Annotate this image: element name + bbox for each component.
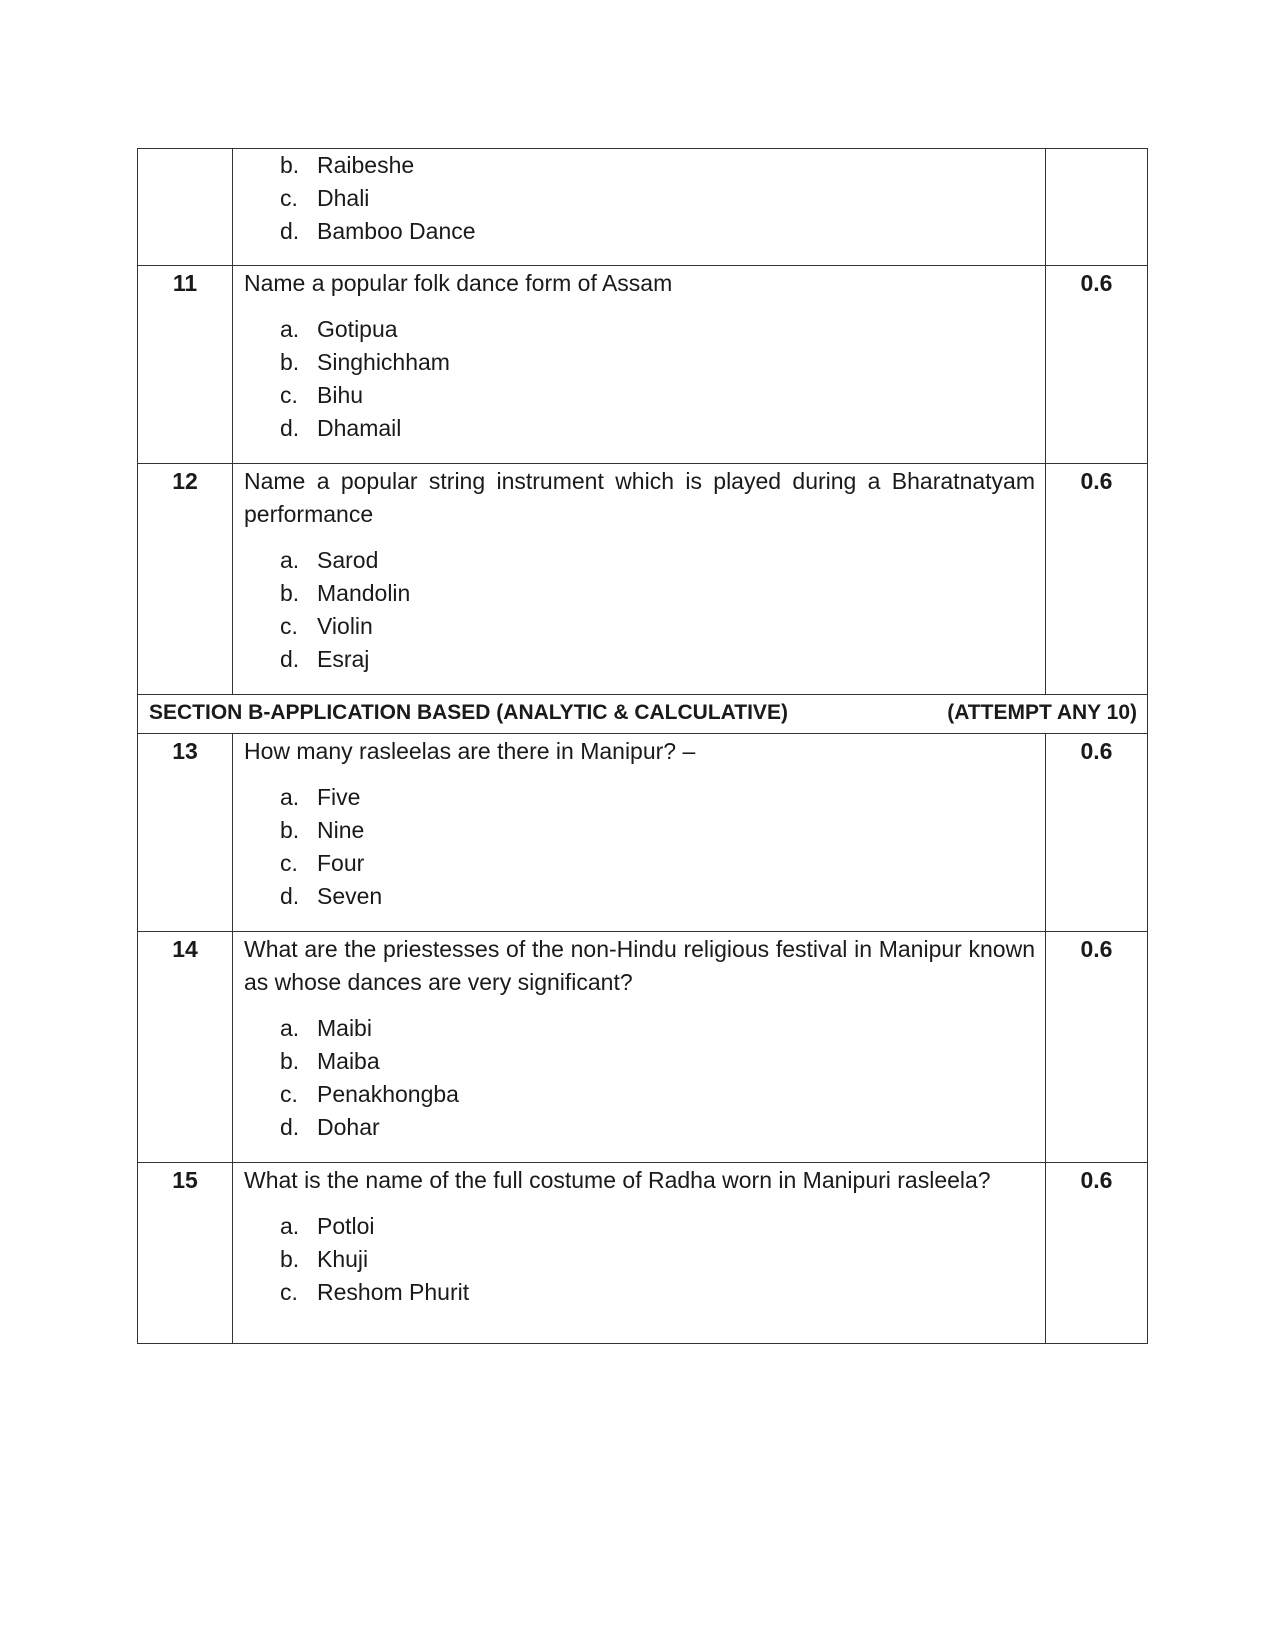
option-text: Singhichham <box>317 349 450 375</box>
question-number: 14 <box>138 932 233 1163</box>
question-marks: 0.6 <box>1046 1163 1148 1344</box>
options-list <box>244 149 1035 248</box>
marks-cell <box>1046 149 1148 266</box>
question-text: How many rasleelas are there in Manipur? – <box>244 738 696 764</box>
question-text: What are the priestesses of the non-Hindu religious festival in Manipur known as whose dances are very significant? <box>244 936 1035 995</box>
table-row <box>138 149 1148 266</box>
question-marks: 0.6 <box>1046 932 1148 1163</box>
question-marks: 0.6 <box>1046 266 1148 464</box>
option-item <box>244 1276 1035 1309</box>
table-row <box>138 932 1148 1163</box>
option-item <box>244 1045 1035 1078</box>
option-text: Bamboo Dance <box>317 218 476 244</box>
option-letter: a. <box>280 1015 300 1041</box>
question-text: What is the name of the full costume of Radha worn in Manipuri rasleela? <box>244 1167 991 1193</box>
option-letter: a. <box>280 547 300 573</box>
options-list <box>244 781 1035 913</box>
option-text: Gotipua <box>317 316 398 342</box>
options-list <box>244 1210 1035 1309</box>
option-text: Seven <box>317 883 383 909</box>
question-number: 11 <box>138 266 233 464</box>
option-item <box>244 880 1035 913</box>
option-item <box>244 1012 1035 1045</box>
question-body-cell <box>233 734 1046 932</box>
option-text: Dhamail <box>317 415 402 441</box>
option-item <box>244 313 1035 346</box>
option-letter: b. <box>280 580 300 606</box>
table-row <box>138 734 1148 932</box>
option-item <box>244 643 1035 676</box>
option-letter: a. <box>280 1213 300 1239</box>
option-text: Maiba <box>317 1048 380 1074</box>
option-text: Four <box>317 850 365 876</box>
option-letter: c. <box>280 185 298 211</box>
question-body-cell <box>233 1163 1046 1344</box>
option-letter: b. <box>280 1048 300 1074</box>
question-number: 12 <box>138 464 233 695</box>
question-number-cell <box>138 149 233 266</box>
option-item <box>244 814 1035 847</box>
question-text: Name a popular string instrument which is played during a Bharatnatyam performance <box>244 468 1035 527</box>
option-letter: c. <box>280 1081 298 1107</box>
option-letter: d. <box>280 646 300 672</box>
option-letter: b. <box>280 349 300 375</box>
option-item <box>244 1078 1035 1111</box>
option-letter: d. <box>280 415 300 441</box>
option-text: Potloi <box>317 1213 375 1239</box>
option-text: Nine <box>317 817 365 843</box>
option-text: Penakhongba <box>317 1081 459 1107</box>
question-table <box>137 148 1148 1344</box>
option-text: Khuji <box>317 1246 369 1272</box>
option-text: Maibi <box>317 1015 372 1041</box>
question-body-cell <box>233 149 1046 266</box>
question-body-cell <box>233 464 1046 695</box>
option-letter: b. <box>280 1246 300 1272</box>
option-text: Five <box>317 784 361 810</box>
question-text: Name a popular folk dance form of Assam <box>244 270 673 296</box>
options-list <box>244 313 1035 445</box>
option-item <box>244 847 1035 880</box>
question-body-cell <box>233 932 1046 1163</box>
option-letter: a. <box>280 784 300 810</box>
option-item <box>244 1111 1035 1144</box>
section-header-cell <box>138 695 1148 734</box>
option-letter: b. <box>280 152 300 178</box>
section-note: (ATTEMPT ANY 10) <box>947 701 1137 724</box>
option-item <box>244 379 1035 412</box>
option-item <box>244 781 1035 814</box>
option-text: Mandolin <box>317 580 411 606</box>
option-item <box>244 1243 1035 1276</box>
option-text: Raibeshe <box>317 152 415 178</box>
table-row <box>138 1163 1148 1344</box>
option-text: Dhali <box>317 185 370 211</box>
option-letter: d. <box>280 218 300 244</box>
option-text: Reshom Phurit <box>317 1279 470 1305</box>
options-list <box>244 1012 1035 1144</box>
option-item <box>244 182 1035 215</box>
option-item <box>244 149 1035 182</box>
option-text: Sarod <box>317 547 379 573</box>
section-title: SECTION B-APPLICATION BASED (ANALYTIC & CALCULATIVE) <box>149 701 788 724</box>
question-number: 13 <box>138 734 233 932</box>
question-marks: 0.6 <box>1046 734 1148 932</box>
option-text: Dohar <box>317 1114 380 1140</box>
table-row <box>138 464 1148 695</box>
table-row <box>138 266 1148 464</box>
option-letter: d. <box>280 883 300 909</box>
option-text: Violin <box>317 613 373 639</box>
option-item <box>244 610 1035 643</box>
option-letter: d. <box>280 1114 300 1140</box>
option-letter: a. <box>280 316 300 342</box>
options-list <box>244 544 1035 676</box>
option-text: Esraj <box>317 646 370 672</box>
option-item <box>244 412 1035 445</box>
option-letter: c. <box>280 382 298 408</box>
option-item <box>244 346 1035 379</box>
option-item <box>244 577 1035 610</box>
option-item <box>244 215 1035 248</box>
option-text: Bihu <box>317 382 364 408</box>
option-letter: c. <box>280 613 298 639</box>
section-header-row <box>138 695 1148 734</box>
option-letter: b. <box>280 817 300 843</box>
option-item <box>244 544 1035 577</box>
option-letter: c. <box>280 1279 298 1305</box>
question-marks: 0.6 <box>1046 464 1148 695</box>
question-number: 15 <box>138 1163 233 1344</box>
question-body-cell <box>233 266 1046 464</box>
option-letter: c. <box>280 850 298 876</box>
option-item <box>244 1210 1035 1243</box>
